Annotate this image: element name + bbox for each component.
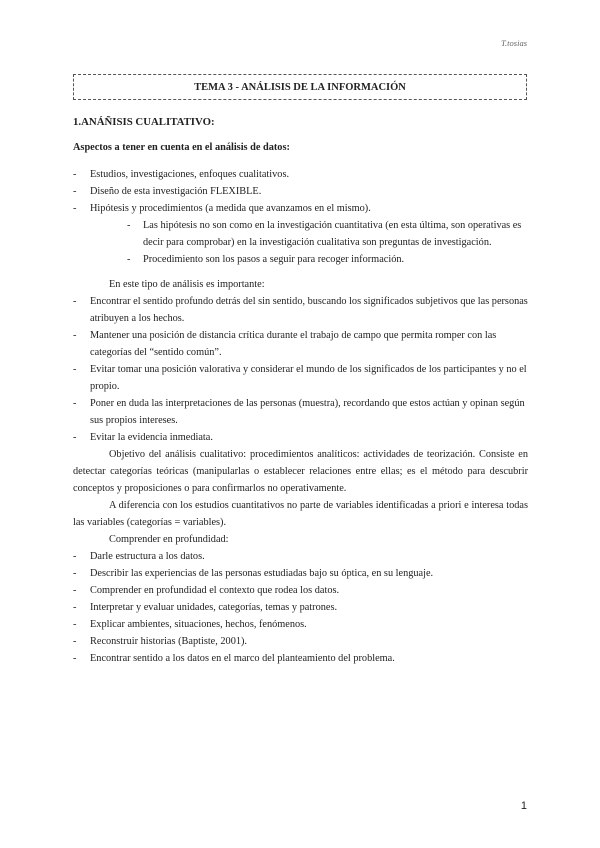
list-item: - Darle estructura a los datos.: [73, 548, 528, 565]
list-item: - Hipótesis y procedimientos (a medida que avanzamos en el mismo).: [73, 200, 528, 217]
aspects-sublist: [127, 217, 528, 268]
header-label: T.tosias: [500, 38, 527, 48]
important-intro: En este tipo de análisis es importante:: [109, 279, 265, 290]
difference-paragraph: A diferencia con los estudios cuantitativos no parte de variables identificadas a priori e interesa todas las variables (categorías = variables).: [73, 500, 528, 528]
list-item: - Diseño de esta investigación FLEXIBLE.: [73, 183, 528, 200]
comprehend-list: [73, 548, 528, 667]
list-item: - Encontrar el sentido profundo detrás del sin sentido, buscando los significados subjetivos que las personas atribuyen a los hechos.: [73, 293, 528, 327]
list-item: - Describir las experiencias de las personas estudiadas bajo su óptica, en su lenguaje.: [73, 565, 528, 582]
list-item: - Mantener una posición de distancia crítica durante el trabajo de campo que permita romper con las categorías del “sentido común”.: [73, 327, 528, 361]
comprehend-intro: Comprender en profundidad:: [109, 534, 229, 545]
list-item: - Evitar tomar una posición valorativa y considerar el mundo de los significados de los participantes y no el propio.: [73, 361, 528, 395]
aspects-list: [73, 166, 528, 217]
list-item: - Estudios, investigaciones, enfoques cualitativos.: [73, 166, 528, 183]
subsection-heading: Aspectos a tener en cuenta en el análisis de datos:: [73, 142, 290, 153]
objective-paragraph: Objetivo del análisis cualitativo: procedimientos analíticos: actividades de teorización. Consiste en detectar categorías teóricas (manipularlas o establecer relaciones entre ellas; es el método para descubrir conceptos y proposiciones o para confirmarlos no operativamente.: [73, 449, 528, 494]
list-item: - Interpretar y evaluar unidades, categorías, temas y patrones.: [73, 599, 528, 616]
list-item: - Procedimiento son los pasos a seguir para recoger información.: [127, 251, 528, 268]
list-item: - Poner en duda las interpretaciones de las personas (muestra), recordando que estos actúan y opinan según sus propios intereses.: [73, 395, 528, 429]
list-item: - Comprender en profundidad el contexto que rodea los datos.: [73, 582, 528, 599]
section-heading: 1.ANÁÑISIS CUALITATIVO:: [73, 116, 215, 128]
important-list: [73, 293, 528, 446]
list-item: - Reconstruir historias (Baptiste, 2001).: [73, 633, 528, 650]
list-item: - Evitar la evidencia inmediata.: [73, 429, 528, 446]
page-number: 1: [520, 800, 527, 812]
page-title: TEMA 3 - ANÁLISIS DE LA INFORMACIÓN: [73, 74, 527, 100]
list-item: - Explicar ambientes, situaciones, hechos, fenómenos.: [73, 616, 528, 633]
list-item: - Encontrar sentido a los datos en el marco del planteamiento del problema.: [73, 650, 528, 667]
list-item: - Las hipótesis no son como en la investigación cuantitativa (en esta última, son operativas es decir para comprobar) en la investigación cualitativa son preguntas de investigación.: [127, 217, 528, 251]
document-body: [73, 116, 528, 667]
